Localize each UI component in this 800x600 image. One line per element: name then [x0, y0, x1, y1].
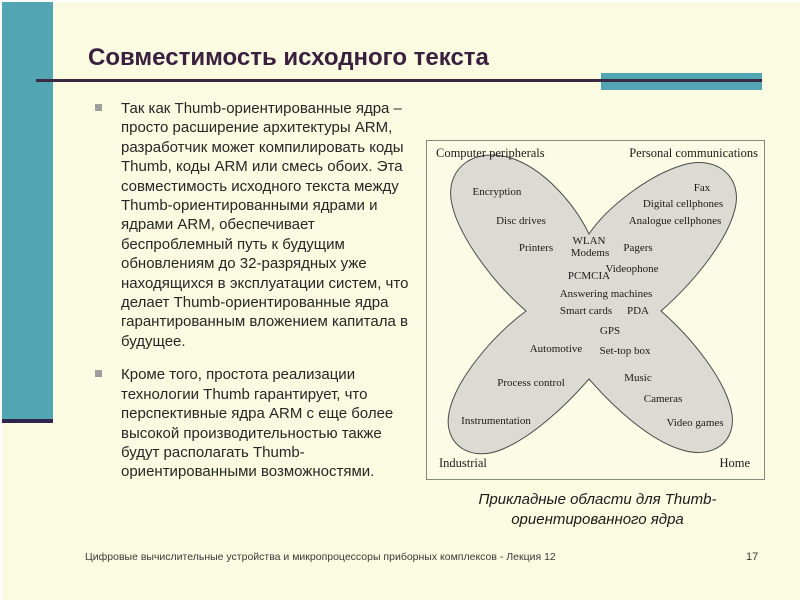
- diagram-label: Pagers: [623, 242, 653, 254]
- diagram-label: Video games: [666, 417, 724, 429]
- diagram-label: Music: [624, 372, 652, 384]
- diagram-label: Personal communications: [629, 146, 758, 160]
- slide-title: Совместимость исходного текста: [88, 44, 489, 72]
- diagram-label: GPS: [599, 325, 621, 337]
- bullet-item: [88, 365, 424, 481]
- diagram-label: Analogue cellphones: [628, 215, 722, 227]
- diagram-label: PDA: [626, 305, 650, 317]
- bullet-text: Кроме того, простота реализации технологии Thumb гарантирует, что перспективные ядра ARM с еще более высокой производительностью также будут располагать Thumb-ориентированными возможностями.: [121, 366, 394, 481]
- bullet-text: Так как Thumb-ориентированные ядра – просто расширение архитектуры ARM, разработчик может компилировать коды Thumb, коды ARM или смесь обоих. Эта совместимость исходного текста между Thumb-ориентированными ядрами и ядрами ARM, обеспечивает беспроблемный путь к будущим обновлениям до 32-разрядных уже находящихся в эксплуатации систем, что делает Thumb-ориентированные ядра гарантированным вложением капитала в будущее.: [121, 100, 409, 350]
- diagram-label: Fax: [693, 182, 711, 194]
- diagram-label: Modems: [570, 247, 610, 259]
- diagram-label: Encryption: [472, 186, 522, 198]
- diagram-canvas: [426, 140, 765, 480]
- diagram-label: Printers: [518, 242, 554, 254]
- left-accent-bar: [2, 2, 53, 423]
- diagram-label: Set-top box: [599, 345, 651, 357]
- bullet-square-icon: [95, 104, 102, 111]
- diagram-label: Automotive: [529, 343, 583, 355]
- footer-text: Цифровые вычислительные устройства и микропроцессоры приборных комплексов - Лекция 12: [85, 551, 556, 563]
- bullet-list: [88, 99, 424, 496]
- diagram-label: Industrial: [439, 456, 487, 470]
- page-number: 17: [746, 551, 759, 563]
- diagram-label: Cameras: [643, 393, 683, 405]
- diagram-label: Instrumentation: [461, 415, 531, 427]
- diagram-label: Videophone: [605, 263, 659, 275]
- diagram-label: Disc drives: [496, 215, 546, 227]
- diagram-caption: Прикладные области для Thumb-ориентированного ядра: [478, 491, 717, 528]
- diagram-label: Answering machines: [559, 288, 653, 300]
- title-rule: [36, 79, 762, 82]
- diagram-label: Process control: [497, 377, 565, 389]
- slide: [2, 2, 800, 600]
- diagram-label: Smart cards: [559, 305, 613, 317]
- diagram-label: WLAN: [572, 235, 606, 247]
- bullet-item: [88, 99, 424, 351]
- diagram-label: Home: [719, 456, 750, 470]
- bullet-square-icon: [95, 370, 102, 377]
- diagram-label: PCMCIA: [567, 270, 611, 282]
- diagram-label: Digital cellphones: [642, 198, 724, 210]
- diagram-label: Computer peripherals: [436, 146, 545, 160]
